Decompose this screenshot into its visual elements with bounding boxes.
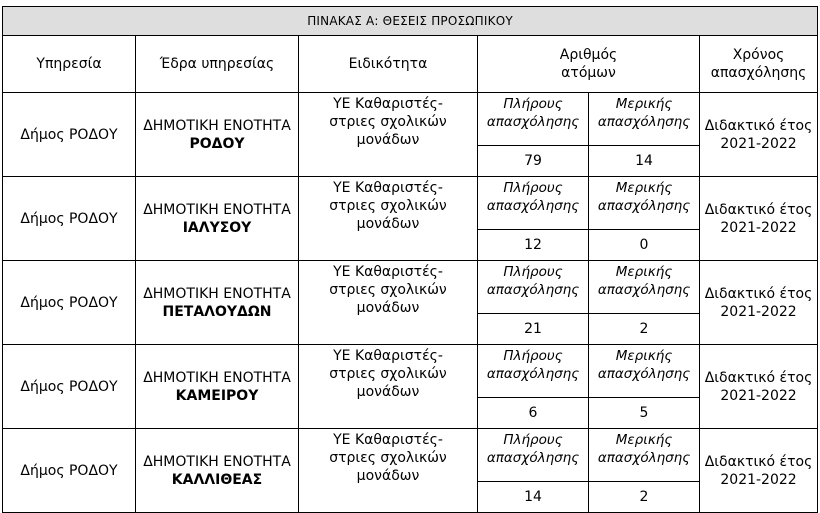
specialty-line1: ΥΕ Καθαριστές- <box>333 432 443 448</box>
part-time-count: 2 <box>589 314 700 345</box>
full-time-label <box>478 177 589 230</box>
part-time-label <box>589 261 700 314</box>
duration-cell <box>700 93 818 177</box>
part-time-count: 0 <box>589 230 700 261</box>
seat-line2: ΠΕΤΑΛΟΥΔΩΝ <box>162 303 272 320</box>
full-time-label-line2: απασχόλησης <box>486 282 580 298</box>
seat-cell <box>136 177 299 261</box>
staff-positions-table <box>2 6 818 513</box>
duration-line2: 2021-2022 <box>720 303 797 320</box>
full-time-count: 79 <box>478 146 589 177</box>
table-title-row <box>3 7 818 36</box>
part-time-label <box>589 429 700 482</box>
part-time-count: 5 <box>589 398 700 429</box>
header-duration-line2: απασχόλησης <box>710 65 807 81</box>
full-time-label-line2: απασχόλησης <box>486 198 580 214</box>
full-time-label-line2: απασχόλησης <box>486 114 580 130</box>
duration-cell <box>700 345 818 429</box>
full-time-label <box>478 429 589 482</box>
part-time-label-line1: Μερικής <box>615 180 673 196</box>
duration-cell <box>700 429 818 513</box>
full-time-count: 6 <box>478 398 589 429</box>
full-time-label-line2: απασχόλησης <box>486 450 580 466</box>
part-time-label <box>589 177 700 230</box>
specialty-cell <box>299 429 478 513</box>
part-time-count: 14 <box>589 146 700 177</box>
header-specialty: Ειδικότητα <box>299 36 478 93</box>
seat-cell <box>136 261 299 345</box>
specialty-line2: στριες σχολικών <box>329 114 447 130</box>
specialty-line1: ΥΕ Καθαριστές- <box>333 96 443 112</box>
part-time-label <box>589 93 700 146</box>
header-seat: Έδρα υπηρεσίας <box>136 36 299 93</box>
full-time-count: 14 <box>478 482 589 513</box>
table-row <box>3 429 818 482</box>
service-cell: Δήμος ΡΟΔΟΥ <box>3 345 136 429</box>
specialty-cell <box>299 177 478 261</box>
part-time-label-line1: Μερικής <box>615 264 673 280</box>
part-time-label <box>589 345 700 398</box>
part-time-label-line2: απασχόλησης <box>597 198 691 214</box>
full-time-label-line1: Πλήρους <box>503 96 563 112</box>
service-cell: Δήμος ΡΟΔΟΥ <box>3 429 136 513</box>
table-row <box>3 93 818 146</box>
specialty-cell <box>299 93 478 177</box>
duration-cell <box>700 177 818 261</box>
duration-line1: Διδακτικό έτος <box>704 201 813 218</box>
duration-line2: 2021-2022 <box>720 135 797 152</box>
specialty-line3: μονάδων <box>356 216 420 232</box>
part-time-label-line1: Μερικής <box>615 96 673 112</box>
full-time-label <box>478 93 589 146</box>
part-time-count: 2 <box>589 482 700 513</box>
seat-line1: ΔΗΜΟΤΙΚΗ ΕΝΟΤΗΤΑ <box>143 453 291 470</box>
seat-cell <box>136 345 299 429</box>
full-time-label <box>478 345 589 398</box>
seat-line2: ΚΑΜΕΙΡΟΥ <box>175 387 259 404</box>
seat-line2: ΚΑΛΛΙΘΕΑΣ <box>171 471 263 488</box>
full-time-label <box>478 261 589 314</box>
part-time-label-line2: απασχόλησης <box>597 282 691 298</box>
part-time-label-line2: απασχόλησης <box>597 450 691 466</box>
full-time-label-line2: απασχόλησης <box>486 366 580 382</box>
full-time-label-line1: Πλήρους <box>503 180 563 196</box>
specialty-line2: στριες σχολικών <box>329 282 447 298</box>
header-count <box>478 36 700 93</box>
table-row <box>3 345 818 398</box>
seat-line1: ΔΗΜΟΤΙΚΗ ΕΝΟΤΗΤΑ <box>143 369 291 386</box>
full-time-label-line1: Πλήρους <box>503 264 563 280</box>
seat-line2: ΡΟΔΟΥ <box>189 135 245 152</box>
duration-line1: Διδακτικό έτος <box>704 285 813 302</box>
full-time-count: 21 <box>478 314 589 345</box>
duration-line2: 2021-2022 <box>720 387 797 404</box>
seat-line2: ΙΑΛΥΣΟΥ <box>182 219 252 236</box>
seat-line1: ΔΗΜΟΤΙΚΗ ΕΝΟΤΗΤΑ <box>143 201 291 218</box>
header-count-line2: ατόμων <box>561 65 616 81</box>
specialty-line1: ΥΕ Καθαριστές- <box>333 348 443 364</box>
seat-line1: ΔΗΜΟΤΙΚΗ ΕΝΟΤΗΤΑ <box>143 285 291 302</box>
table-title: ΠΙΝΑΚΑΣ Α: ΘΕΣΕΙΣ ΠΡΟΣΩΠΙΚΟΥ <box>3 7 818 36</box>
duration-line1: Διδακτικό έτος <box>704 453 813 470</box>
specialty-line1: ΥΕ Καθαριστές- <box>333 264 443 280</box>
duration-line1: Διδακτικό έτος <box>704 369 813 386</box>
duration-line2: 2021-2022 <box>720 471 797 488</box>
table-row <box>3 261 818 314</box>
specialty-cell <box>299 261 478 345</box>
header-row <box>3 36 818 93</box>
specialty-line3: μονάδων <box>356 300 420 316</box>
full-time-count: 12 <box>478 230 589 261</box>
service-cell: Δήμος ΡΟΔΟΥ <box>3 261 136 345</box>
specialty-line2: στριες σχολικών <box>329 198 447 214</box>
service-cell: Δήμος ΡΟΔΟΥ <box>3 93 136 177</box>
seat-cell <box>136 429 299 513</box>
full-time-label-line1: Πλήρους <box>503 432 563 448</box>
service-cell: Δήμος ΡΟΔΟΥ <box>3 177 136 261</box>
specialty-line3: μονάδων <box>356 468 420 484</box>
header-duration <box>700 36 818 93</box>
header-service: Υπηρεσία <box>3 36 136 93</box>
seat-cell <box>136 93 299 177</box>
part-time-label-line1: Μερικής <box>615 432 673 448</box>
header-duration-line1: Χρόνος <box>732 47 785 63</box>
table-row <box>3 177 818 230</box>
duration-line1: Διδακτικό έτος <box>704 117 813 134</box>
part-time-label-line2: απασχόλησης <box>597 114 691 130</box>
full-time-label-line1: Πλήρους <box>503 348 563 364</box>
specialty-line1: ΥΕ Καθαριστές- <box>333 180 443 196</box>
duration-line2: 2021-2022 <box>720 219 797 236</box>
part-time-label-line2: απασχόλησης <box>597 366 691 382</box>
specialty-line3: μονάδων <box>356 384 420 400</box>
specialty-line2: στριες σχολικών <box>329 366 447 382</box>
part-time-label-line1: Μερικής <box>615 348 673 364</box>
specialty-cell <box>299 345 478 429</box>
duration-cell <box>700 261 818 345</box>
specialty-line3: μονάδων <box>356 132 420 148</box>
specialty-line2: στριες σχολικών <box>329 450 447 466</box>
header-count-line1: Αριθμός <box>559 47 618 63</box>
seat-line1: ΔΗΜΟΤΙΚΗ ΕΝΟΤΗΤΑ <box>143 117 291 134</box>
